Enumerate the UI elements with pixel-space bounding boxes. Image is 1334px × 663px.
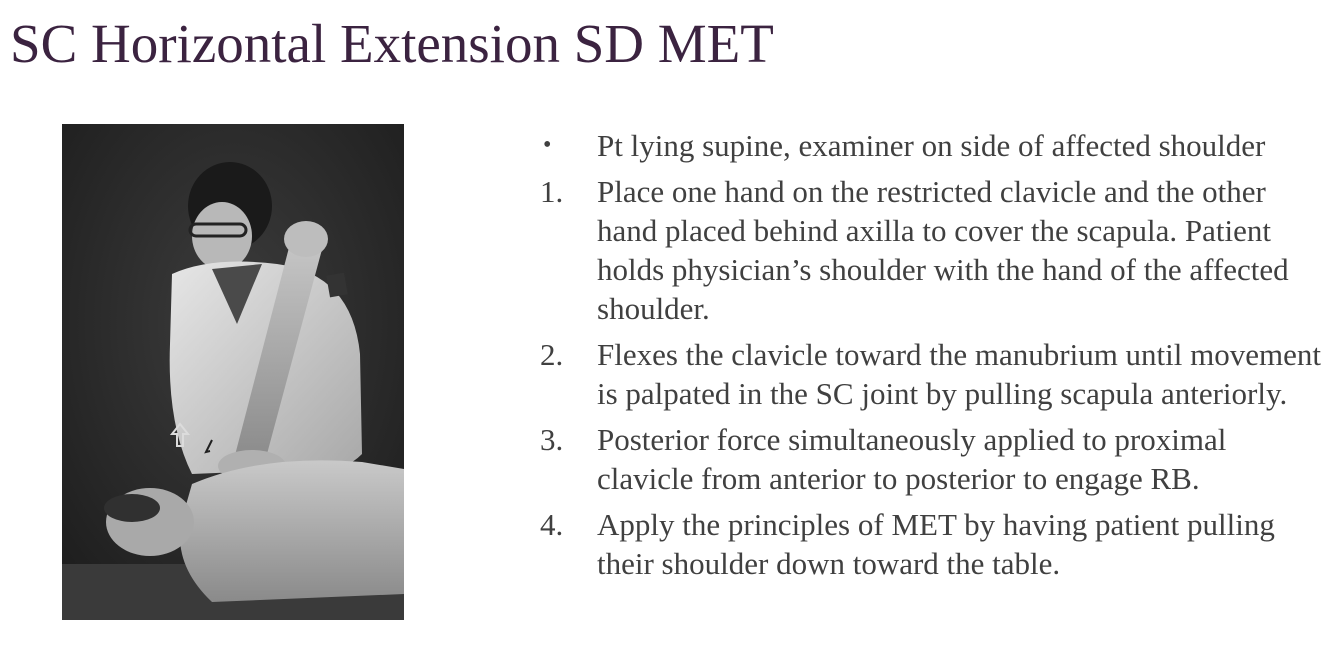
list-item [540,505,1330,583]
list-item-text: Flexes the clavicle toward the manubrium until movement is palpated in the SC joint by pulling scapula anteriorly. [597,337,1322,411]
technique-steps-list [540,126,1330,583]
step-number: 3. [540,422,564,457]
list-item [540,335,1330,413]
list-item-text: Pt lying supine, examiner on side of affected shoulder [597,128,1266,163]
slide-title: SC Horizontal Extension SD MET [10,13,774,74]
step-number: 2. [540,337,564,372]
step-number: 1. [540,174,564,209]
step-number: 4. [540,507,564,542]
list-item-text: Place one hand on the restricted clavicle and the other hand placed behind axilla to cover the scapula. Patient holds physician’s shoulder with the hand of the affected shoulder. [597,174,1289,326]
list-item-text: Posterior force simultaneously applied to proximal clavicle from anterior to posterior to engage RB. [597,422,1227,496]
list-item [540,420,1330,498]
list-item-text: Apply the principles of MET by having patient pulling their shoulder down toward the table. [597,507,1275,581]
technique-photo [62,124,404,620]
list-item [540,126,1330,165]
bullet-marker: • [543,132,552,158]
list-item [540,172,1330,328]
